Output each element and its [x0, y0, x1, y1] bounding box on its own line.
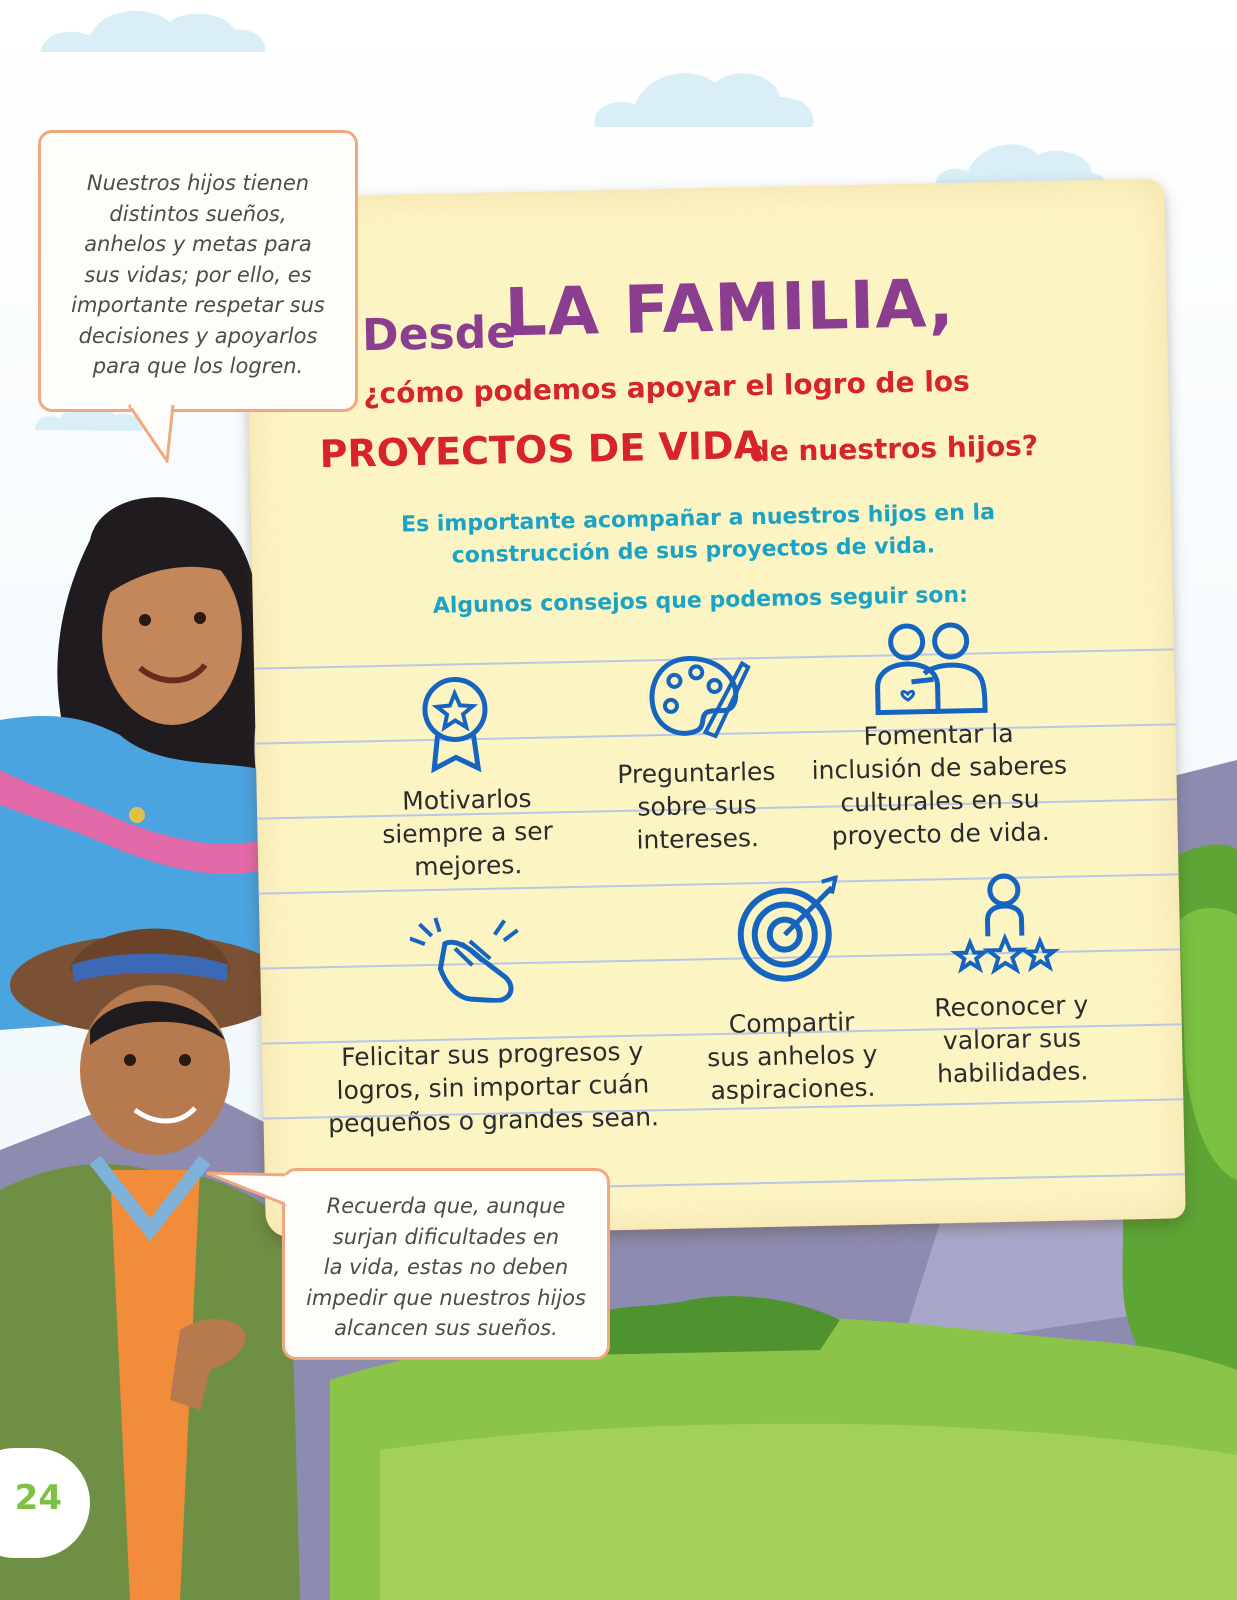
- cloud: [35, 0, 270, 60]
- people-embrace-icon: [868, 620, 995, 718]
- tip-motivate: Motivarlos siempre a ser mejores.: [381, 783, 554, 882]
- speech-bubble-son: Recuerda que, aunque surjan dificultades en la vida, estas no deben impedir que nuestros hijos alcancen sus sueños.: [282, 1168, 610, 1360]
- tip-congratulate: Felicitar sus progresos y logros, sin importar cuán pequeños o grandes sean.: [327, 1036, 660, 1139]
- person-stars-icon: [949, 871, 1061, 983]
- target-arrow-icon: [734, 875, 846, 987]
- intro-line-2: construcción de sus proyectos de vida.: [451, 533, 936, 569]
- page-number: 24: [14, 1478, 62, 1518]
- paper-note: [244, 178, 1186, 1237]
- heading-la-familia: LA FAMILIA,: [503, 264, 956, 352]
- award-ribbon-icon: [414, 673, 496, 775]
- speech-bubble-tail: [127, 403, 177, 463]
- tip-share-aspirations: Compartir sus anhelos y aspiraciones.: [706, 1007, 878, 1106]
- cloud: [590, 55, 820, 135]
- speech-bubble-mother: Nuestros hijos tienen distintos sueños, anhelos y metas para sus vidas; por ello, es importante respetar sus decisiones y apoyarlos para que los logren.: [38, 130, 358, 412]
- speech-bubble-tail: [205, 1171, 295, 1211]
- heading-desde: Desde: [361, 307, 517, 362]
- tip-recognize-skills: Reconocer y valorar sus habilidades.: [934, 990, 1089, 1089]
- paint-palette-icon: [644, 649, 756, 746]
- intro-line-1: Es importante acompañar a nuestros hijos en la: [400, 500, 996, 538]
- intro-line-3: Algunos consejos que podemos seguir son:: [432, 582, 969, 619]
- heading-proyectos-de-vida: PROYECTOS DE VIDA: [319, 422, 764, 477]
- clapping-hands-icon: [409, 912, 531, 1004]
- tip-cultural-knowledge: Fomentar la inclusión de saberes culturales en su proyecto de vida.: [811, 718, 1068, 851]
- heading-question: ¿cómo podemos apoyar el logro de los: [362, 364, 971, 411]
- heading-question-end: de nuestros hijos?: [749, 429, 1039, 469]
- tip-ask-interests: Preguntarles sobre sus intereses.: [617, 756, 776, 855]
